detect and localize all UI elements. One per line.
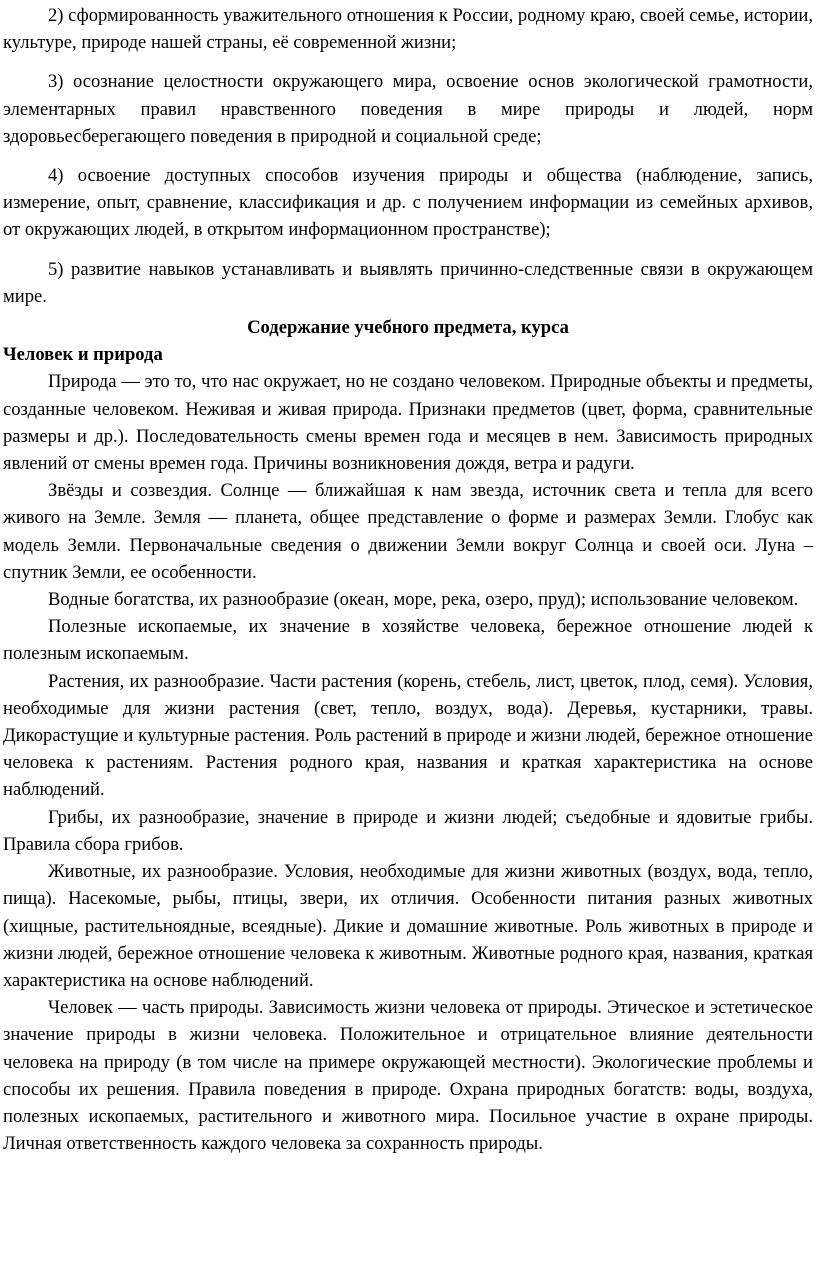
content-paragraph: Природа — это то, что нас окружает, но не создано человеком. Природные объекты и предметы, созданные человеком. Неживая и живая природа. Признаки предметов (цвет, форма, сравнительные размеры и др.). Последовательность смены времен года и месяцев в нем. Зависимость природных явлений от смены времен года. Причины возникновения дождя, ветра и радуги. xyxy=(3,371,813,475)
section-title: Содержание учебного предмета, курса xyxy=(247,317,569,339)
content-paragraph: Растения, их разнообразие. Части растения (корень, стебель, лист, цветок, плод, семя). Условия, необходимые для жизни растения (свет, тепло, воздух, вода). Деревья, кустарники, травы. Дикорастущие и культурные растения. Роль растений в природе и жизни людей, бережное отношение человека к растениям. Растения родного края, названия и краткая характеристика на основе наблюдений. xyxy=(3,670,813,801)
goal-item: 4) освоение доступных способов изучения природы и общества (наблюдение, запись, измерение, опыт, сравнение, классификация и др. с получением информации из семейных архивов, от окружающих людей, в открытом информационном пространстве); xyxy=(3,165,813,241)
content-paragraph: Грибы, их разнообразие, значение в природе и жизни людей; съедобные и ядовитые грибы. Правила сбора грибов. xyxy=(3,806,813,855)
goal-item: 2) сформированность уважительного отношения к России, родному краю, своей семье, истории, культуре, природе нашей страны, её современной жизни; xyxy=(3,5,813,54)
content-paragraph: Животные, их разнообразие. Условия, необходимые для жизни животных (воздух, вода, тепло, пища). Насекомые, рыбы, птицы, звери, их отличия. Особенности питания разных животных (хищные, растительноядные, всеядные). Дикие и домашние животные. Роль животных в природе и жизни людей, бережное отношение человека к животным. Животные родного края, названия, краткая характеристика на основе наблюдений. xyxy=(3,861,813,991)
subsection-title: Человек и природа xyxy=(3,344,163,366)
goal-item: 5) развитие навыков устанавливать и выявлять причинно-следственные связи в окружающем мире. xyxy=(3,258,813,307)
content-paragraph: Водные богатства, их разнообразие (океан, море, река, озеро, пруд); использование человеком. xyxy=(48,589,799,611)
content-paragraph: Человек — часть природы. Зависимость жизни человека от природы. Этическое и эстетическое значение природы в жизни человека. Положительное и отрицательное влияние деятельности человека на природу (в том числе на примере окружающей местности). Экологические проблемы и способы их решения. Правила поведения в природе. Охрана природных богатств: воды, воздуха, полезных ископаемых, растительного и животного мира. Посильное участие в охране природы. Личная ответственность каждого человека за сохранность природы. xyxy=(3,997,813,1155)
content-paragraph: Полезные ископаемые, их значение в хозяйстве человека, бережное отношение людей к полезным ископаемым. xyxy=(3,616,813,665)
content-paragraph: Звёзды и созвездия. Солнце — ближайшая к нам звезда, источник света и тепла для всего живого на Земле. Земля — планета, общее представление о форме и размерах Земли. Глобус как модель Земли. Первоначальные сведения о движении Земли вокруг Солнца и своей оси. Луна – спутник Земли, ее особенности. xyxy=(3,480,813,583)
goal-item: 3) осознание целостности окружающего мира, освоение основ экологической грамотности, элементарных правил нравственного поведения в мире природы и людей, норм здоровьесберегающего поведения в природной и социальной среде; xyxy=(3,71,813,147)
